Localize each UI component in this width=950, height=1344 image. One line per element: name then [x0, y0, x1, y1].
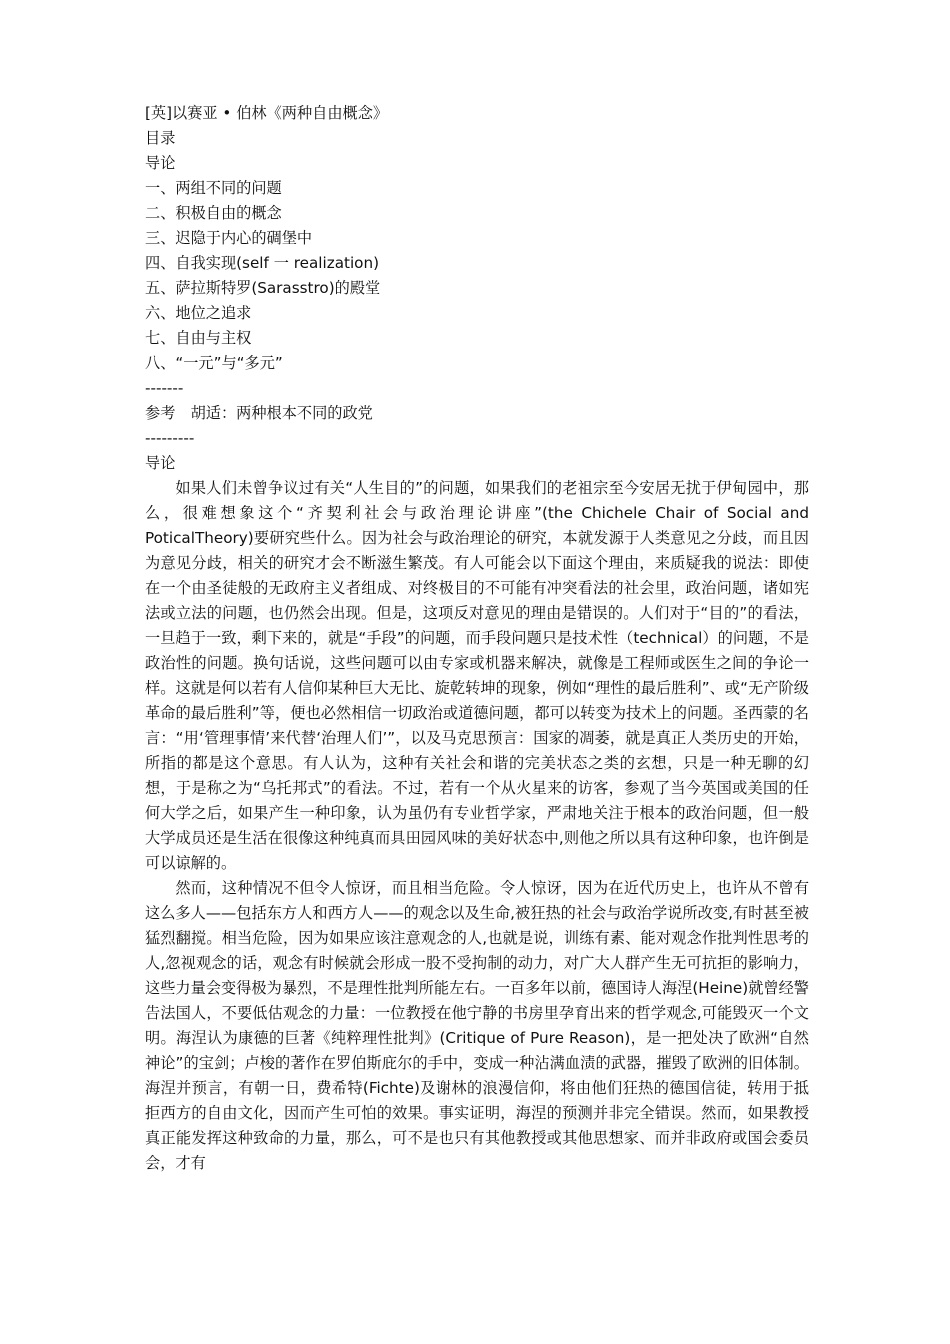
- toc-heading: 目录: [145, 129, 176, 147]
- document-title: [英]以赛亚 • 伯林《两种自由概念》: [145, 104, 389, 122]
- toc-item: 七、自由与主权: [145, 329, 252, 347]
- body-paragraph: 如果人们未曾争议过有关“人生目的”的问题，如果我们的老祖宗至今安居无扰于伊甸园中，那么，很难想象这个“齐契利社会与政治理论讲座”(the Chichele Chair of Social and PoticalTheory)要研究些什么。因为社会与政治理论的研究，本就发源于人类意见之分歧，而且因为意见分歧，相关的研究才会不断滋生繁茂。有人可能会以下面这个理由，来质疑我的说法：即使在一个由圣徒般的无政府主义者组成、对终极目的不可能有冲突看法的社会里，政治问题，诸如宪法或立法的问题，也仍然会出现。但是，这项反对意见的理由是错误的。人们对于“目的”的看法，一旦趋于一致，剩下来的，就是“手段”的问题，而手段问题只是技术性（technical）的问题，不是政治性的问题。换句话说，这些问题可以由专家或机器来解决，就像是工程师或医生之间的争论一样。这就是何以若有人信仰某种巨大无比、旋乾转坤的现象，例如“理性的最后胜利”、或“无产阶级革命的最后胜利”等，便也必然相信一切政治或道德问题，都可以转变为技术上的问题。圣西蒙的名言：“用‘管理事情’来代替‘治理人们’”，以及马克思预言：国家的凋萎，就是真正人类历史的开始，所指的都是这个意思。有人认为，这种有关社会和谐的完美状态之类的玄想，只是一种无聊的幻想，于是称之为“乌托邦式”的看法。不过，若有一个从火星来的访客，参观了当今英国或美国的任何大学之后，如果产生一种印象，认为虽仍有专业哲学家，严肃地关注于根本的政治问题，但一般大学成员还是生活在很像这种纯真而具田园风味的美好状态中,则他之所以具有这种印象，也许倒是可以谅解的。: [145, 479, 809, 872]
- toc-item: 三、迟隐于内心的碉堡中: [145, 229, 313, 247]
- section-heading: 导论: [145, 454, 176, 472]
- toc-item: 五、萨拉斯特罗(Sarasstro)的殿堂: [145, 279, 381, 297]
- toc-item: 四、自我实现(self 一 realization): [145, 254, 380, 272]
- reference-line: 参考 胡适：两种根本不同的政党: [145, 404, 373, 422]
- toc-item: 导论: [145, 154, 176, 172]
- toc-item: 二、积极自由的概念: [145, 204, 282, 222]
- separator: -------: [145, 379, 184, 397]
- separator: ---------: [145, 429, 195, 447]
- toc-item: 八、“一元”与“多元”: [145, 354, 283, 372]
- document-body: [145, 101, 809, 1176]
- toc-item: 六、地位之追求: [145, 304, 252, 322]
- body-paragraph: 然而，这种情况不但令人惊讶，而且相当危险。令人惊讶，因为在近代历史上，也许从不曾有这么多人——包括东方人和西方人——的观念以及生命,被狂热的社会与政治学说所改变,有时甚至被猛烈翻搅。相当危险，因为如果应该注意观念的人,也就是说，训练有素、能对观念作批判性思考的人,忽视观念的话，观念有时候就会形成一股不受拘制的动力，对广大人群产生无可抗拒的影响力，这些力量会变得极为暴烈，不是理性批判所能左右。一百多年以前，德国诗人海涅(Heine)就曾经警告法国人，不要低估观念的力量：一位教授在他宁静的书房里孕育出来的哲学观念,可能毁灭一个文明。海涅认为康德的巨著《纯粹理性批判》(Critique of Pure Reason)，是一把处决了欧洲“自然神论”的宝剑；卢梭的著作在罗伯斯庇尔的手中，变成一种沾满血渍的武器，摧毁了欧洲的旧体制。海涅并预言，有朝一日，费希特(Fichte)及谢林的浪漫信仰，将由他们狂热的德国信徒，转用于抵拒西方的自由文化，因而产生可怕的效果。事实证明，海涅的预测并非完全错误。然而，如果教授真正能发挥这种致命的力量，那么，可不是也只有其他教授或其他思想家、而并非政府或国会委员会，才有: [145, 879, 809, 1172]
- toc-item: 一、两组不同的问题: [145, 179, 282, 197]
